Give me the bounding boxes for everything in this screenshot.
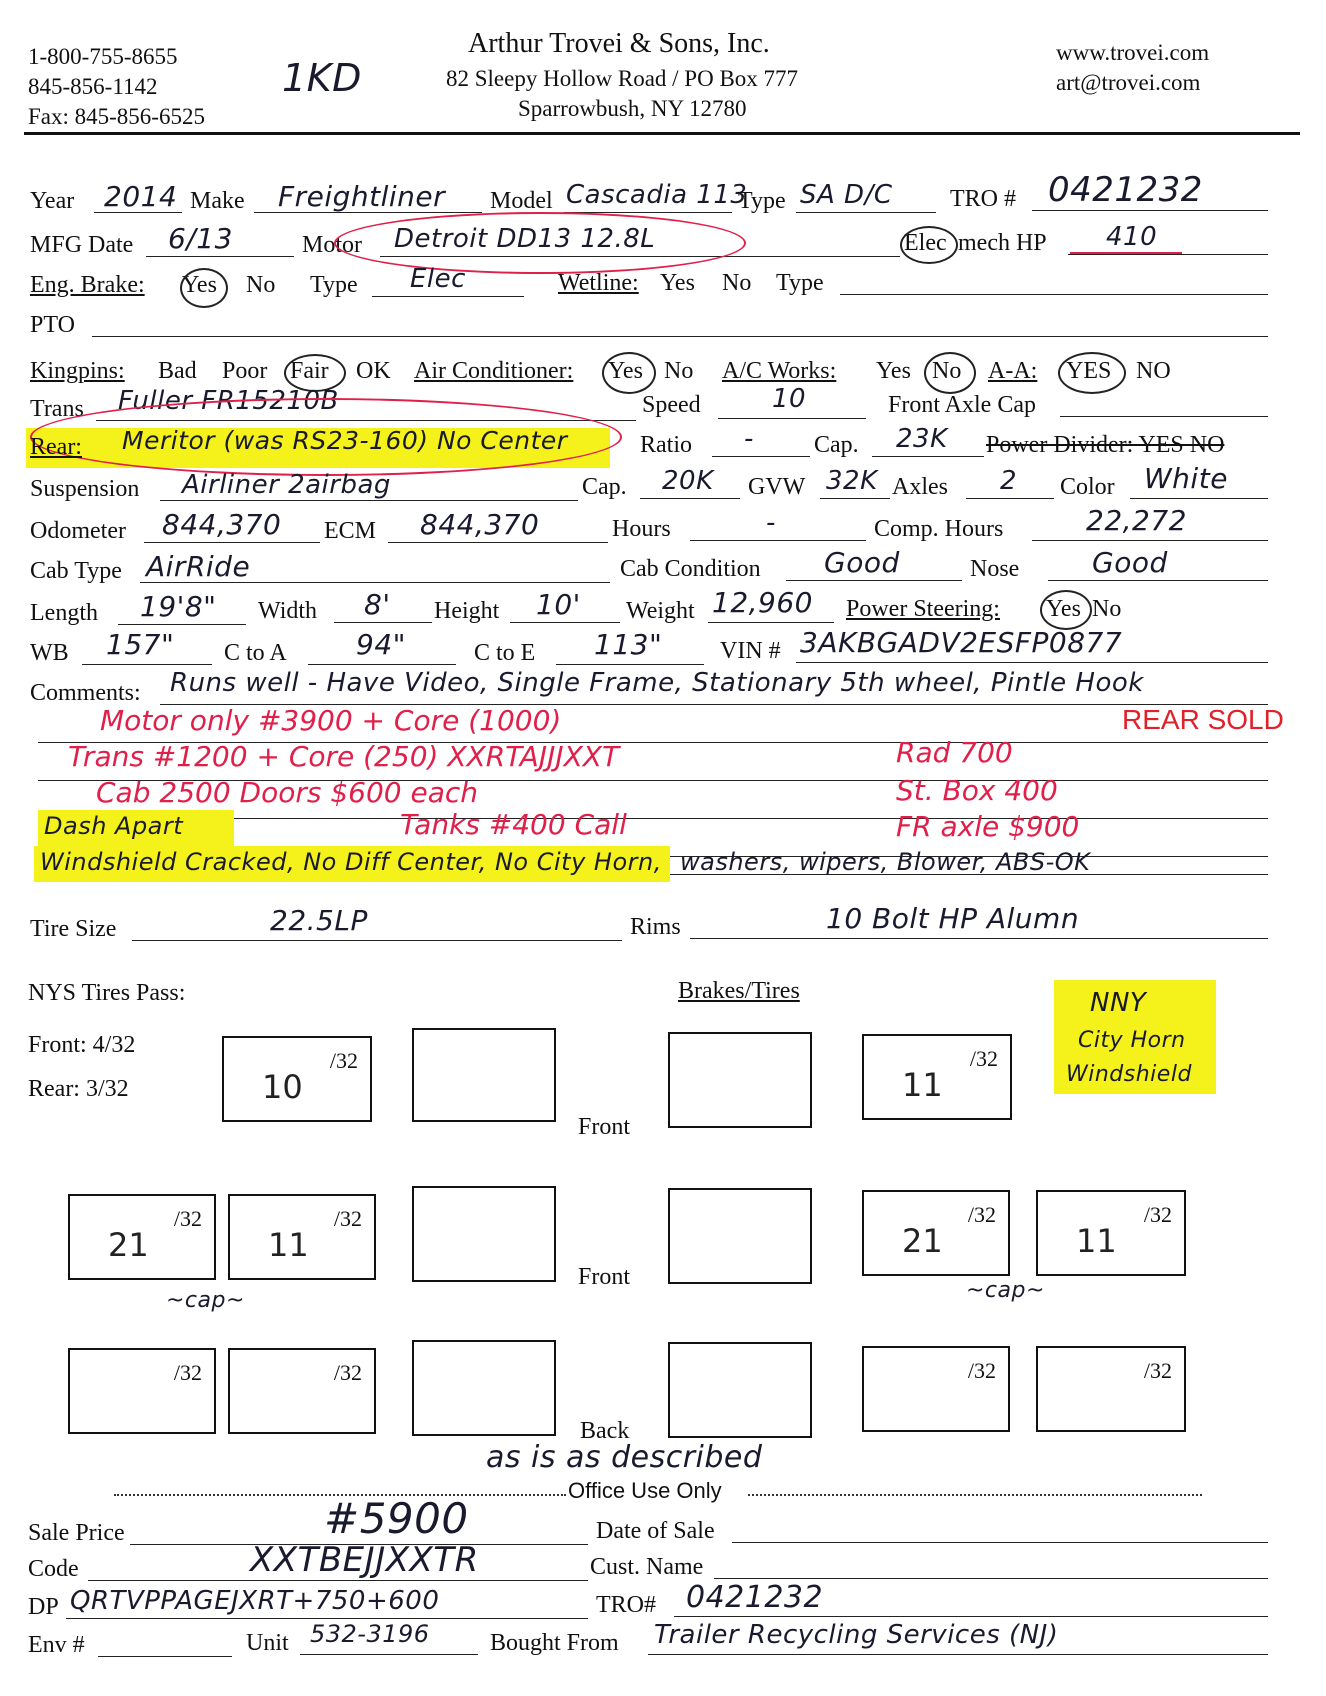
company-name: Arthur Trovei & Sons, Inc. — [468, 28, 770, 59]
office-use-label: Office Use Only — [568, 1478, 722, 1503]
height-value: 10' — [536, 588, 581, 621]
ratio-label: Ratio — [640, 432, 692, 458]
red-note-rad: Rad 700 — [896, 736, 1013, 769]
cust-name-line — [714, 1578, 1268, 1579]
rims-line — [690, 938, 1268, 939]
tire-size-label: Tire Size — [30, 916, 117, 942]
rims-label: Rims — [630, 914, 681, 940]
suspension-line — [160, 500, 578, 501]
ecm-value: 844,370 — [420, 508, 540, 541]
hp-underline-red — [1070, 252, 1182, 254]
tire-box-back-3[interactable] — [862, 1346, 1010, 1432]
pto-label: PTO — [30, 312, 75, 338]
nny-note-3: Windshield — [1066, 1062, 1192, 1087]
height-label: Height — [434, 598, 500, 624]
wb-value: 157" — [106, 628, 175, 661]
susp-cap-value: 20K — [662, 466, 714, 496]
windshield-note-rest: washers, wipers, Blower, ABS-OK — [680, 848, 1091, 876]
date-of-sale-label: Date of Sale — [596, 1518, 715, 1544]
gvw-value: 32K — [826, 466, 878, 496]
eng-brake-yes: Yes — [182, 272, 217, 298]
eng-brake-no: No — [246, 272, 276, 298]
make-value: Freightliner — [278, 180, 446, 213]
air-conditioner-label: Air Conditioner: — [414, 358, 574, 384]
wb-label: WB — [30, 640, 69, 666]
eng-brake-label: Eng. Brake: — [30, 272, 145, 298]
code-label: Code — [28, 1556, 79, 1582]
kingpins-bad: Bad — [158, 358, 197, 384]
dp-value: QRTVPPAGEJXRT+750+600 — [70, 1586, 440, 1616]
brake-box-back-right[interactable] — [668, 1342, 812, 1438]
hp-value: 410 — [1106, 222, 1158, 252]
color-value: White — [1144, 462, 1228, 495]
rear-cap-value: 23K — [896, 424, 948, 454]
width-value: 8' — [364, 588, 391, 621]
bought-from-value: Trailer Recycling Services (NJ) — [654, 1620, 1059, 1650]
unit-line — [300, 1654, 478, 1655]
motor-label: Motor — [302, 232, 362, 258]
website: www.trovei.com — [1056, 40, 1210, 65]
length-label: Length — [30, 600, 98, 626]
red-note-1: Motor only #3900 + Core (1000) — [100, 704, 562, 737]
red-note-2: Trans #1200 + Core (250) XXRTAJJJXXT — [68, 740, 620, 773]
address-line-2: Sparrowbush, NY 12780 — [518, 96, 747, 121]
tro-line — [1032, 210, 1268, 211]
front-label-2: Front — [578, 1264, 631, 1290]
dp-label: DP — [28, 1594, 59, 1620]
susp-cap-label: Cap. — [582, 474, 627, 500]
tire-size-value: 22.5LP — [270, 904, 368, 937]
brake-type-label: Type — [310, 272, 358, 298]
c-to-a-line — [308, 664, 456, 665]
nny-note-1: NNY — [1090, 988, 1147, 1018]
tire-box-back-2[interactable] — [228, 1348, 376, 1434]
nose-line — [1048, 580, 1268, 581]
kingpins-poor: Poor — [222, 358, 268, 384]
width-line — [334, 622, 432, 623]
motor-value: Detroit DD13 12.8L — [394, 224, 656, 254]
suspension-value: Airliner 2airbag — [182, 470, 391, 500]
weight-value: 12,960 — [712, 586, 813, 619]
vin-value: 3AKBGADV2ESFP0877 — [800, 626, 1123, 659]
aa-yes: YES — [1066, 358, 1112, 384]
cab-type-value: AirRide — [146, 550, 251, 583]
brake-box-mid-right[interactable] — [668, 1188, 812, 1284]
odometer-label: Odometer — [30, 518, 126, 544]
email: art@trovei.com — [1056, 70, 1201, 95]
ac-works-label: A/C Works: — [722, 358, 837, 384]
brake-box-front-right[interactable] — [668, 1032, 812, 1128]
nny-note-2: City Horn — [1078, 1028, 1186, 1053]
ps-yes-circle — [1040, 590, 1092, 630]
wetline-type-label: Type — [776, 270, 824, 296]
kingpins-fair: Fair — [290, 358, 329, 384]
tire-denominator: /32 — [333, 1360, 362, 1385]
tire-denominator: /32 — [173, 1206, 202, 1231]
tire-denominator: /32 — [1143, 1358, 1172, 1383]
phone-1: 1-800-755-8655 — [28, 44, 178, 69]
eng-brake-yes-circle — [180, 268, 228, 308]
tire-denominator: /32 — [329, 1048, 358, 1073]
c-to-a-value: 94" — [356, 628, 407, 661]
ac-works-no-circle — [924, 352, 976, 394]
cab-condition-line — [786, 580, 962, 581]
susp-cap-line — [640, 498, 740, 499]
tire-depth-value: 21 — [108, 1226, 149, 1264]
red-note-stbox: St. Box 400 — [896, 774, 1058, 807]
tire-box-mid-4[interactable] — [1036, 1190, 1186, 1276]
speed-line — [718, 418, 866, 419]
trans-label: Trans — [30, 396, 84, 422]
power-divider-label: Power Divider: YES NO — [986, 432, 1225, 458]
ratio-line — [712, 456, 810, 457]
rear-spec: Rear: 3/32 — [28, 1076, 129, 1102]
elec-circle — [900, 226, 958, 264]
axles-label: Axles — [892, 474, 948, 500]
gvw-label: GVW — [748, 474, 806, 500]
dp-line — [66, 1618, 588, 1619]
speed-value: 10 — [772, 384, 807, 414]
rear-sold-label: REAR SOLD — [1122, 704, 1284, 735]
ac-no: No — [664, 358, 694, 384]
ac-works-no: No — [932, 358, 962, 384]
cab-condition-label: Cab Condition — [620, 556, 761, 582]
cust-name-label: Cust. Name — [590, 1554, 704, 1580]
mfg-date-line — [146, 256, 294, 257]
bought-from-label: Bought From — [490, 1630, 619, 1656]
ps-yes: Yes — [1046, 596, 1081, 622]
gvw-line — [820, 498, 890, 499]
aa-label: A-A: — [988, 358, 1038, 384]
aa-yes-circle — [1058, 352, 1126, 394]
code-value: XXTBEJJXXTR — [250, 1540, 479, 1580]
windshield-note: Windshield Cracked, No Diff Center, No City Horn, — [40, 848, 662, 876]
header-divider — [24, 132, 1300, 135]
brake-box-mid-left[interactable] — [412, 1186, 556, 1282]
width-label: Width — [258, 598, 318, 624]
brake-type-line — [372, 296, 524, 297]
aa-no: NO — [1136, 358, 1171, 384]
year-value: 2014 — [104, 180, 178, 213]
wetline-label: Wetline: — [558, 270, 639, 296]
tire-box-back-1[interactable] — [68, 1348, 216, 1434]
bought-from-line — [648, 1654, 1268, 1655]
tire-denominator: /32 — [969, 1046, 998, 1071]
front-spec: Front: 4/32 — [28, 1032, 136, 1058]
power-steering-label: Power Steering: — [846, 596, 1000, 622]
weight-label: Weight — [626, 598, 695, 624]
tire-depth-value: 11 — [1076, 1222, 1117, 1260]
tire-box-front-left-outer[interactable] — [222, 1036, 372, 1122]
env-line — [98, 1656, 232, 1657]
tire-denominator: /32 — [1143, 1202, 1172, 1227]
tire-box-mid-2[interactable] — [228, 1194, 376, 1280]
tire-size-line — [132, 940, 622, 941]
comment-line-1: Runs well - Have Video, Single Frame, Stationary 5th wheel, Pintle Hook — [170, 668, 1144, 698]
make-label: Make — [190, 188, 245, 214]
unit-label: Unit — [246, 1630, 289, 1656]
cab-condition-value: Good — [824, 546, 900, 579]
cap-note-right: ~cap~ — [966, 1278, 1045, 1303]
address-line-1: 82 Sleepy Hollow Road / PO Box 777 — [446, 66, 799, 91]
tire-box-mid-1[interactable] — [68, 1194, 216, 1280]
front-axle-cap-line — [1060, 416, 1268, 417]
comments-label: Comments: — [30, 680, 141, 706]
phone-2: 845-856-1142 — [28, 74, 158, 99]
odometer-line — [144, 542, 320, 543]
vin-line — [796, 662, 1268, 663]
year-label: Year — [30, 188, 75, 214]
dash-note: Dash Apart — [44, 812, 184, 840]
c-to-e-label: C to E — [474, 640, 536, 666]
nose-value: Good — [1092, 546, 1168, 579]
tire-depth-value: 11 — [268, 1226, 309, 1264]
ac-yes: Yes — [608, 358, 643, 384]
back-label: Back — [580, 1418, 630, 1444]
kingpins-ok: OK — [356, 358, 391, 384]
ps-no: No — [1092, 596, 1122, 622]
tro2-label: TRO# — [596, 1592, 656, 1618]
rear-value: Meritor (was RS23-160) No Center — [122, 426, 568, 455]
tire-denominator: /32 — [333, 1206, 362, 1231]
color-label: Color — [1060, 474, 1115, 500]
tire-denominator: /32 — [967, 1202, 996, 1227]
mfg-date-value: 6/13 — [168, 222, 233, 255]
length-line — [118, 624, 246, 625]
ac-works-yes: Yes — [876, 358, 911, 384]
mech-hp-label: mech HP — [958, 230, 1047, 256]
trans-value: Fuller FR15210B — [118, 386, 339, 416]
speed-label: Speed — [642, 392, 701, 418]
sale-price-label: Sale Price — [28, 1520, 125, 1546]
tire-box-front-right-outer[interactable] — [862, 1034, 1012, 1120]
tire-denominator: /32 — [967, 1358, 996, 1383]
height-line — [510, 622, 620, 623]
c-to-e-line — [556, 664, 704, 665]
type-line — [796, 212, 936, 213]
length-value: 19'8" — [140, 590, 217, 623]
tro-value: 0421232 — [1048, 170, 1203, 210]
as-is-note: as is as described — [486, 1440, 763, 1475]
tire-depth-value: 10 — [262, 1068, 303, 1106]
env-label: Env # — [28, 1632, 85, 1658]
ecm-line — [388, 542, 608, 543]
cab-type-label: Cab Type — [30, 558, 122, 584]
hours-label: Hours — [612, 516, 671, 542]
weight-line — [708, 622, 834, 623]
c-to-a-label: C to A — [224, 640, 287, 666]
tire-depth-value: 11 — [902, 1066, 943, 1104]
nys-tires-pass-label: NYS Tires Pass: — [28, 980, 186, 1006]
hours-value: - — [766, 508, 776, 538]
elec-label: Elec — [904, 230, 947, 256]
tire-denominator: /32 — [173, 1360, 202, 1385]
wetline-type-line — [840, 294, 1268, 295]
hours-line — [690, 540, 866, 541]
mfg-date-label: MFG Date — [30, 232, 134, 258]
comp-hours-label: Comp. Hours — [874, 516, 1004, 542]
kingpins-label: Kingpins: — [30, 358, 125, 384]
code-line — [88, 1580, 588, 1581]
tro2-line — [674, 1616, 1268, 1617]
wb-line — [82, 664, 212, 665]
front-axle-cap-label: Front Axle Cap — [888, 392, 1036, 418]
red-note-fraxle: FR axle $900 — [896, 810, 1080, 843]
wetline-yes: Yes — [660, 270, 695, 296]
date-of-sale-line — [732, 1542, 1268, 1543]
type-value: SA D/C — [800, 180, 893, 210]
front-label-1: Front — [578, 1114, 631, 1140]
tire-box-back-4[interactable] — [1036, 1346, 1186, 1432]
tro-label: TRO # — [950, 186, 1016, 212]
axles-line — [966, 498, 1054, 499]
axles-value: 2 — [1000, 466, 1018, 496]
wetline-no: No — [722, 270, 752, 296]
tire-box-mid-3[interactable] — [862, 1190, 1010, 1276]
ratio-value: - — [744, 424, 754, 454]
type-label: Type — [738, 188, 786, 214]
ecm-label: ECM — [324, 518, 377, 544]
c-to-e-value: 113" — [594, 628, 663, 661]
sale-price-value: #5900 — [324, 1494, 469, 1543]
odometer-value: 844,370 — [162, 508, 282, 541]
pto-line — [92, 336, 1268, 337]
handwritten-code: 1KD — [282, 56, 362, 100]
red-note-3: Cab 2500 Doors $600 each — [96, 776, 479, 809]
brakes-tires-label: Brakes/Tires — [678, 978, 800, 1004]
ac-yes-circle — [602, 352, 656, 394]
hp-line — [1068, 254, 1268, 255]
brake-box-back-left[interactable] — [412, 1340, 556, 1436]
suspension-label: Suspension — [30, 476, 140, 502]
color-line — [1130, 498, 1268, 499]
rear-label: Rear: — [30, 434, 82, 460]
red-note-4: Tanks #400 Call — [400, 808, 627, 841]
brake-box-front-left[interactable] — [412, 1028, 556, 1122]
cap-note-left: ~cap~ — [166, 1288, 245, 1313]
vin-label: VIN # — [720, 638, 781, 664]
unit-value: 532-3196 — [310, 1620, 430, 1648]
rear-cap-line — [872, 456, 984, 457]
fax-number: Fax: 845-856-6525 — [28, 104, 205, 129]
tro2-value: 0421232 — [686, 1580, 824, 1615]
model-label: Model — [490, 188, 553, 214]
tire-depth-value: 21 — [902, 1222, 943, 1260]
office-dotline-right — [748, 1494, 1202, 1496]
comp-hours-line — [1032, 540, 1268, 541]
model-value: Cascadia 113 — [566, 180, 748, 210]
rear-cap-label: Cap. — [814, 432, 859, 458]
brake-type-value: Elec — [410, 264, 466, 294]
nose-label: Nose — [970, 556, 1020, 582]
comp-hours-value: 22,272 — [1086, 504, 1187, 537]
rims-value: 10 Bolt HP Alumn — [826, 902, 1080, 935]
